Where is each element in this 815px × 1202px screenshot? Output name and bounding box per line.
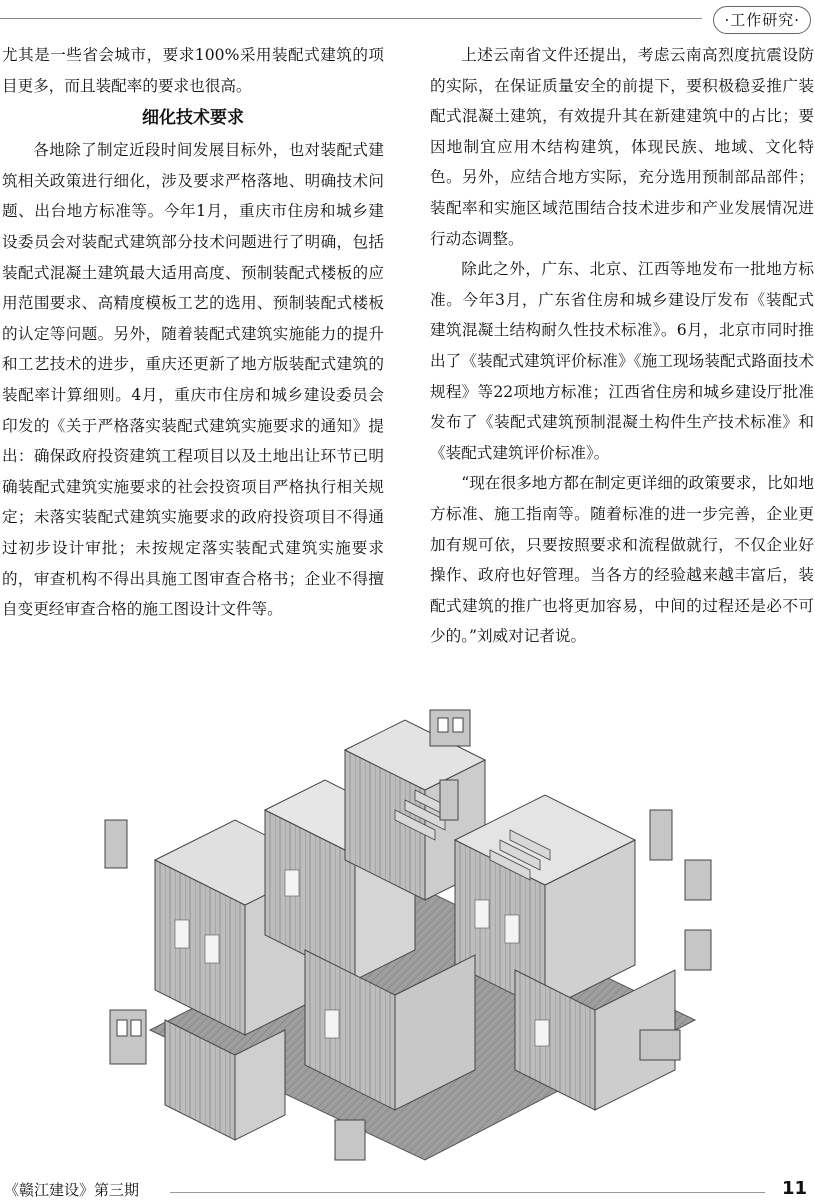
body-paragraph: 上述云南省文件还提出，考虑云南高烈度抗震设防的实际，在保证质量安全的前提下，要积极稳妥推广装配式混凝土建筑，有效提升其在新建建筑中的占比；要因地制宜应用木结构建筑，体现民族、地域、文化特色。另外，应结合地方实际，充分选用预制部品部件；装配率和实施区域范围结合技术进步和产业发展情况进行动态调整。	[430, 46, 814, 248]
prefab-building-illustration	[95, 690, 735, 1170]
body-paragraph: “现在很多地方都在制定更详细的政策要求，比如地方标准、施工指南等。随着标准的进一步完善，企业更加有规可依，只要按照要求和流程做就行，不仅企业好操作、政府也好管理。当各方的经验越来越丰富后，装配式建筑的推广也将更加容易，中间的过程还是必不可少的。”刘威对记者说。	[430, 474, 814, 646]
header-rule	[0, 18, 702, 19]
left-column	[2, 40, 384, 625]
right-column	[430, 40, 814, 652]
page-number: 11	[781, 1178, 807, 1199]
body-paragraph: 各地除了制定近段时间发展目标外，也对装配式建筑相关政策进行细化，涉及要求严格落地、明确技术问题、出台地方标准等。今年1月，重庆市住房和城乡建设委员会对装配式建筑部分技术问题进行了明确，包括装配式混凝土建筑最大适用高度、预制装配式楼板的应用范围要求、高精度模板工艺的选用、预制装配式楼板的认定等问题。另外，随着装配式建筑实施能力的提升和工艺技术的进步，重庆还更新了地方版装配式建筑的装配率计算细则。4月，重庆市住房和城乡建设委员会印发的《关于严格落实装配式建筑实施要求的通知》提出：确保政府投资建筑工程项目以及土地出让环节已明确装配式建筑实施要求的社会投资项目严格执行相关规定；未落实装配式建筑实施要求的政府投资项目不得通过初步设计审批；未按规定落实装配式建筑实施要求的，审查机构不得出具施工图审查合格书；企业不得擅自变更经审查合格的施工图设计文件等。	[2, 141, 384, 619]
section-subheading: 细化技术要求	[142, 108, 244, 129]
intro-paragraph: 尤其是一些省会城市，要求100%采用装配式建筑的项目更多，而且装配率的要求也很高。	[2, 46, 384, 95]
publication-name: 《赣江建设》第三期	[4, 1181, 140, 1199]
footer-rule	[170, 1192, 765, 1193]
section-tag: ·工作研究·	[713, 6, 811, 34]
body-paragraph: 除此之外，广东、北京、江西等地发布一批地方标准。今年3月，广东省住房和城乡建设厅发布《装配式建筑混凝土结构耐久性技术标准》。6月，北京市同时推出了《装配式建筑评价标准》《施工现场装配式路面技术规程》等22项地方标准；江西省住房和城乡建设厅批准发布了《装配式建筑预制混凝土构件生产技术标准》和《装配式建筑评价标准》。	[430, 260, 814, 462]
